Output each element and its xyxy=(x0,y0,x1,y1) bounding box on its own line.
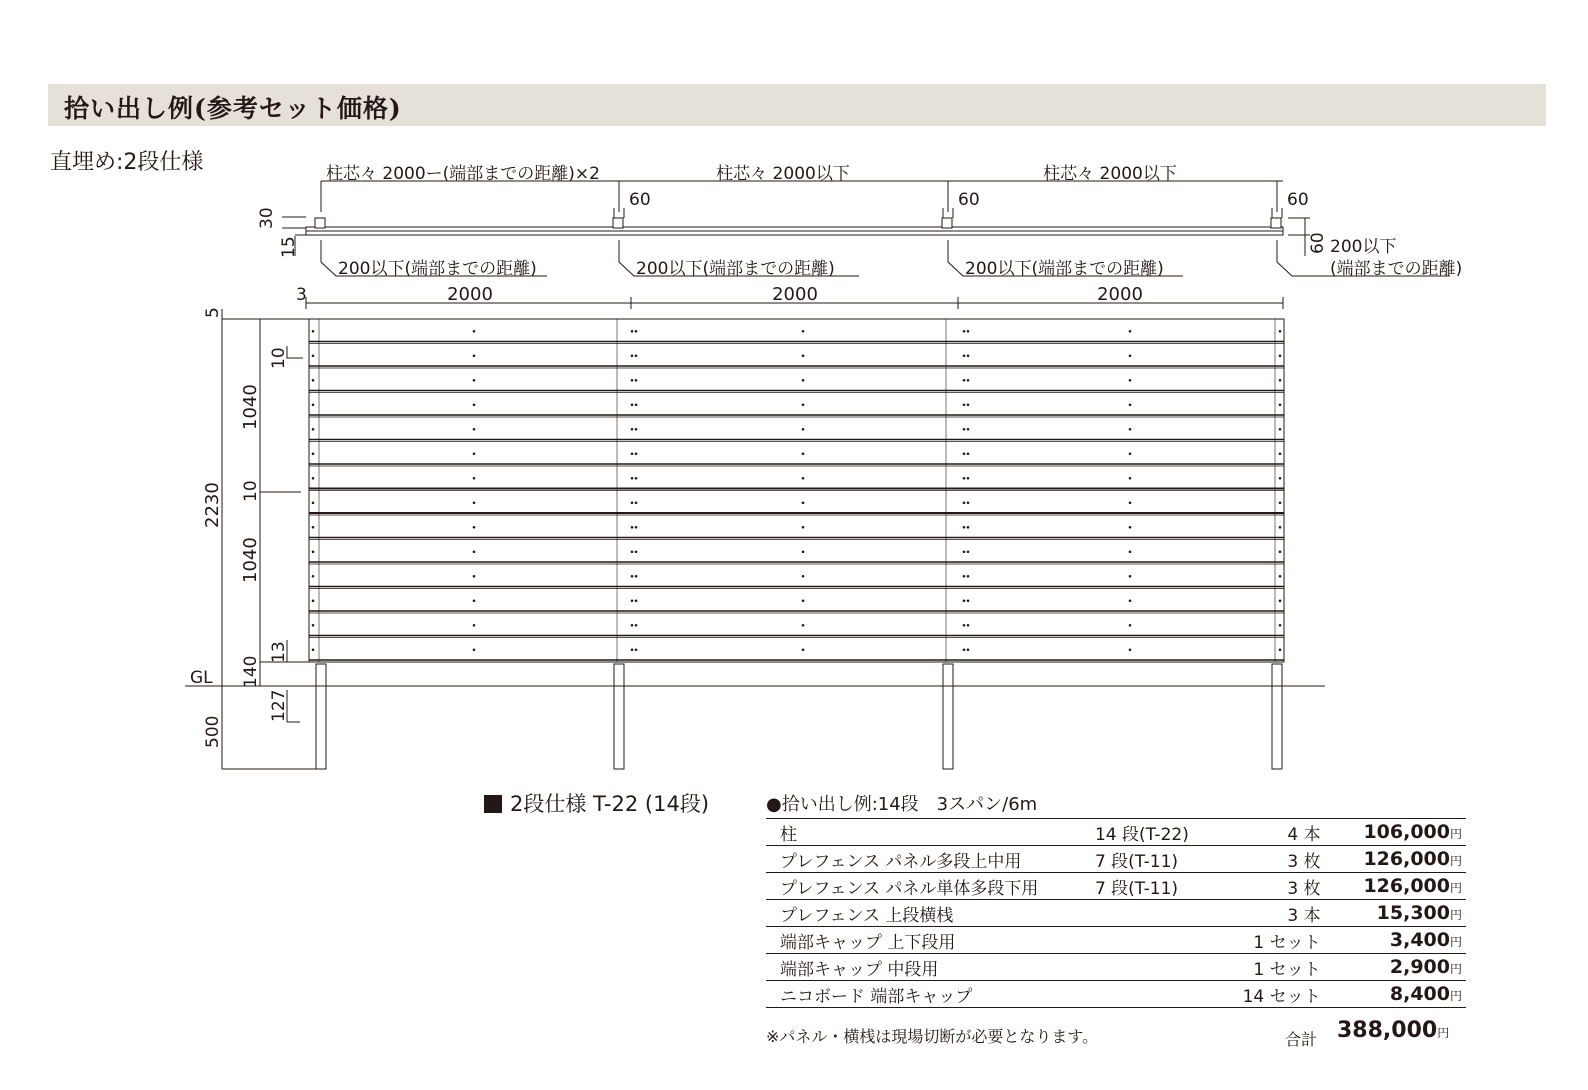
screw-dot xyxy=(967,428,970,431)
post-width-label: 60 xyxy=(629,190,651,210)
screw-dot xyxy=(631,477,634,480)
part-spec: 14 段(T-22) xyxy=(1091,819,1229,846)
screw-dot xyxy=(1279,526,1282,529)
plan-post xyxy=(942,218,952,228)
screw-dot xyxy=(967,379,970,382)
screw-dot xyxy=(312,428,315,431)
screw-dot xyxy=(963,330,966,333)
part-spec xyxy=(1091,900,1229,927)
plan-post xyxy=(613,218,623,228)
screw-dot xyxy=(963,477,966,480)
screw-dot xyxy=(1279,550,1282,553)
screw-dot xyxy=(1279,330,1282,333)
screw-dot xyxy=(967,477,970,480)
total-price xyxy=(1337,1018,1449,1043)
screw-dot xyxy=(1279,428,1282,431)
gap-label: 3 xyxy=(296,285,307,305)
fence-post xyxy=(943,664,953,769)
screw-dot xyxy=(963,403,966,406)
currency-label: 円 xyxy=(1449,908,1462,922)
middle-gap-label: 10 xyxy=(241,480,261,502)
screw-dot xyxy=(312,403,315,406)
screw-dot xyxy=(1129,648,1132,651)
table-row xyxy=(766,900,1466,927)
screw-dot xyxy=(1279,599,1282,602)
screw-dot xyxy=(963,452,966,455)
screw-dot xyxy=(802,501,805,504)
screw-dot xyxy=(631,648,634,651)
table-row xyxy=(766,981,1466,1008)
screw-dot xyxy=(473,354,476,357)
screw-dot xyxy=(631,354,634,357)
part-price-value: 8,400 xyxy=(1389,983,1450,1005)
screw-dot xyxy=(963,648,966,651)
part-price-value: 3,400 xyxy=(1389,929,1450,951)
screw-dot xyxy=(631,501,634,504)
screw-dot xyxy=(635,648,638,651)
fence-slats xyxy=(309,330,1284,662)
screw-dot xyxy=(802,550,805,553)
part-price-value: 126,000 xyxy=(1363,848,1450,870)
currency-label: 円 xyxy=(1449,989,1462,1003)
part-price-value: 2,900 xyxy=(1389,956,1450,978)
bottom-gap-label: 13 xyxy=(269,641,289,663)
part-qty: 3 枚 xyxy=(1229,873,1334,900)
part-name: プレフェンス パネル単体多段下用 xyxy=(766,873,1091,900)
part-price xyxy=(1335,873,1466,900)
screw-dot xyxy=(631,452,634,455)
top-gap-label: 5 xyxy=(203,307,223,318)
part-price-value: 15,300 xyxy=(1376,902,1450,924)
screw-dot xyxy=(967,648,970,651)
end-dist-label-right: (端部までの距離) xyxy=(1330,259,1463,279)
part-price xyxy=(1335,954,1466,981)
screw-dot xyxy=(312,452,315,455)
screw-dot xyxy=(473,452,476,455)
fence-posts xyxy=(316,319,1282,769)
screw-dot xyxy=(635,501,638,504)
screw-dot xyxy=(635,599,638,602)
part-price xyxy=(1335,900,1466,927)
screw-dot xyxy=(963,575,966,578)
screw-dot xyxy=(312,648,315,651)
screw-dot xyxy=(1279,403,1282,406)
part-qty: 4 本 xyxy=(1229,819,1334,846)
screw-dot xyxy=(1129,379,1132,382)
screw-dot xyxy=(1129,575,1132,578)
square-bullet-icon xyxy=(484,795,502,813)
screw-dot xyxy=(635,330,638,333)
part-qty: 14 セット xyxy=(1229,981,1334,1008)
screw-dot xyxy=(1129,624,1132,627)
ground-label: GL xyxy=(190,668,213,688)
end-dist-label: 200以下(端部までの距離) xyxy=(636,259,835,279)
screw-dot xyxy=(802,452,805,455)
screw-dot xyxy=(967,599,970,602)
page-title: 拾い出し例(参考セット価格) xyxy=(64,94,402,123)
screw-dot xyxy=(967,501,970,504)
screw-dot xyxy=(312,501,315,504)
screw-dot xyxy=(312,379,315,382)
screw-dot xyxy=(967,354,970,357)
screw-dot xyxy=(1279,501,1282,504)
top-label: 柱芯々 2000ー(端部までの距離)×2 xyxy=(326,164,600,184)
screw-dot xyxy=(1129,477,1132,480)
screw-dot xyxy=(802,428,805,431)
parts-table xyxy=(766,818,1466,1008)
cap-height-label: 15 xyxy=(279,236,299,258)
end-dist-label: 200以下(端部までの距離) xyxy=(965,259,1164,279)
screw-dot xyxy=(963,501,966,504)
part-name: 端部キャップ 中段用 xyxy=(766,954,1091,981)
screw-dot xyxy=(963,624,966,627)
screw-dot xyxy=(963,599,966,602)
screw-dot xyxy=(1129,330,1132,333)
cutting-note: ※パネル・横桟は現場切断が必要となります。 xyxy=(766,1027,1099,1046)
screw-dot xyxy=(312,477,315,480)
screw-dot xyxy=(967,624,970,627)
table-row xyxy=(766,873,1466,900)
plan-post xyxy=(315,218,325,228)
screw-dot xyxy=(802,648,805,651)
screw-dot xyxy=(967,550,970,553)
screw-dot xyxy=(635,526,638,529)
right-height-label: 60 xyxy=(1308,232,1328,254)
screw-dot xyxy=(473,477,476,480)
table-row xyxy=(766,846,1466,873)
screw-dot xyxy=(473,403,476,406)
currency-label: 円 xyxy=(1449,881,1462,895)
screw-dot xyxy=(635,550,638,553)
fence-post xyxy=(316,664,326,769)
screw-dot xyxy=(312,624,315,627)
screw-dot xyxy=(473,624,476,627)
total-height-label: 2230 xyxy=(202,482,223,528)
screw-dot xyxy=(312,354,315,357)
fence-post xyxy=(614,664,624,769)
screw-dot xyxy=(1279,624,1282,627)
part-spec xyxy=(1091,981,1229,1008)
screw-dot xyxy=(473,599,476,602)
screw-dot xyxy=(635,379,638,382)
top-label: 柱芯々 2000以下 xyxy=(716,164,850,184)
part-qty: 3 枚 xyxy=(1229,846,1334,873)
screw-dot xyxy=(635,575,638,578)
screw-dot xyxy=(963,550,966,553)
screw-dot xyxy=(967,403,970,406)
currency-label: 円 xyxy=(1449,935,1462,949)
screw-dot xyxy=(802,379,805,382)
screw-dot xyxy=(635,428,638,431)
part-price xyxy=(1335,927,1466,954)
screw-dot xyxy=(802,354,805,357)
part-name: プレフェンス パネル多段上中用 xyxy=(766,846,1091,873)
part-price-value: 126,000 xyxy=(1363,875,1450,897)
lower-panel-label: 1040 xyxy=(240,537,261,583)
currency-label: 円 xyxy=(1449,827,1462,841)
screw-dot xyxy=(802,477,805,480)
screw-dot xyxy=(473,575,476,578)
screw-dot xyxy=(631,575,634,578)
screw-dot xyxy=(473,526,476,529)
part-spec xyxy=(1091,927,1229,954)
bottom-part-label: 127 xyxy=(269,689,289,722)
elevation-view xyxy=(185,309,1325,769)
screw-dot xyxy=(802,403,805,406)
screw-dot xyxy=(1279,379,1282,382)
part-price-value: 106,000 xyxy=(1363,821,1450,843)
embed-depth-label: 500 xyxy=(203,715,223,748)
screw-dot xyxy=(635,403,638,406)
end-dist-label-right: 200以下 xyxy=(1330,237,1397,257)
screw-dot xyxy=(312,330,315,333)
span-label: 2000 xyxy=(772,284,818,305)
span-label: 2000 xyxy=(1097,284,1143,305)
screw-dot xyxy=(1129,452,1132,455)
post-width-label: 60 xyxy=(958,190,980,210)
screw-dot xyxy=(1279,477,1282,480)
example-title: ●拾い出し例:14段 3スパン/6m xyxy=(766,794,1038,815)
screw-dot xyxy=(635,477,638,480)
part-name: 柱 xyxy=(766,819,1091,846)
screw-dot xyxy=(1129,550,1132,553)
currency-label: 円 xyxy=(1449,962,1462,976)
part-name: プレフェンス 上段横桟 xyxy=(766,900,1091,927)
screw-dot xyxy=(963,354,966,357)
screw-dot xyxy=(473,550,476,553)
post-width-label: 60 xyxy=(1287,190,1309,210)
screw-dot xyxy=(1129,599,1132,602)
clearance-label: 140 xyxy=(241,655,261,688)
screw-dot xyxy=(1129,526,1132,529)
screw-dot xyxy=(312,575,315,578)
screw-dot xyxy=(631,403,634,406)
screw-dot xyxy=(473,330,476,333)
screw-dot xyxy=(631,550,634,553)
span-label: 2000 xyxy=(447,284,493,305)
part-qty: 1 セット xyxy=(1229,954,1334,981)
currency-label: 円 xyxy=(1437,1026,1450,1040)
screw-dot xyxy=(631,379,634,382)
part-qty: 3 本 xyxy=(1229,900,1334,927)
part-spec xyxy=(1091,954,1229,981)
spec-summary-label: 2段仕様 T-22 (14段) xyxy=(510,792,710,816)
screw-dot xyxy=(802,330,805,333)
screw-dot xyxy=(963,526,966,529)
screw-dot xyxy=(802,575,805,578)
screw-dot xyxy=(635,624,638,627)
end-dist-label: 200以下(端部までの距離) xyxy=(338,259,537,279)
cap-height-label: 30 xyxy=(257,207,277,229)
screw-dot xyxy=(473,648,476,651)
screw-dot xyxy=(1129,354,1132,357)
screw-dot xyxy=(635,354,638,357)
screw-dot xyxy=(1129,501,1132,504)
screw-dot xyxy=(631,599,634,602)
screw-dot xyxy=(1129,403,1132,406)
part-price xyxy=(1335,846,1466,873)
screw-dot xyxy=(967,330,970,333)
part-spec: 7 段(T-11) xyxy=(1091,873,1229,900)
screw-dot xyxy=(631,526,634,529)
screw-dot xyxy=(635,452,638,455)
screw-dot xyxy=(631,624,634,627)
part-name: ニコボード 端部キャップ xyxy=(766,981,1091,1008)
top-label: 柱芯々 2000以下 xyxy=(1043,164,1177,184)
total-label: 合計 xyxy=(1285,1030,1318,1049)
part-qty: 1 セット xyxy=(1229,927,1334,954)
screw-dot xyxy=(802,624,805,627)
screw-dot xyxy=(1279,648,1282,651)
part-price xyxy=(1335,981,1466,1008)
screw-dot xyxy=(473,428,476,431)
fence-post xyxy=(1272,664,1282,769)
screw-dot xyxy=(802,599,805,602)
upper-gap-label: 10 xyxy=(269,347,289,369)
total-value: 388,000 xyxy=(1337,1018,1438,1043)
screw-dot xyxy=(631,428,634,431)
screw-dot xyxy=(1279,452,1282,455)
spec-subtitle: 直埋め:2段仕様 xyxy=(50,150,204,175)
screw-dot xyxy=(473,379,476,382)
plan-post xyxy=(1271,218,1281,228)
table-row xyxy=(766,927,1466,954)
screw-dot xyxy=(802,526,805,529)
upper-panel-label: 1040 xyxy=(240,384,261,430)
screw-dot xyxy=(967,526,970,529)
spec-summary xyxy=(484,788,709,818)
screw-dot xyxy=(631,330,634,333)
part-spec: 7 段(T-11) xyxy=(1091,846,1229,873)
screw-dot xyxy=(312,599,315,602)
screw-dot xyxy=(312,526,315,529)
screw-dot xyxy=(963,428,966,431)
screw-dot xyxy=(1129,428,1132,431)
currency-label: 円 xyxy=(1449,854,1462,868)
screw-dot xyxy=(967,575,970,578)
screw-dot xyxy=(1279,354,1282,357)
table-row xyxy=(766,819,1466,846)
part-price xyxy=(1335,819,1466,846)
table-row xyxy=(766,954,1466,981)
part-name: 端部キャップ 上下段用 xyxy=(766,927,1091,954)
screw-dot xyxy=(473,501,476,504)
screw-dot xyxy=(1279,575,1282,578)
screw-dot xyxy=(312,550,315,553)
screw-dot xyxy=(967,452,970,455)
screw-dot xyxy=(963,379,966,382)
